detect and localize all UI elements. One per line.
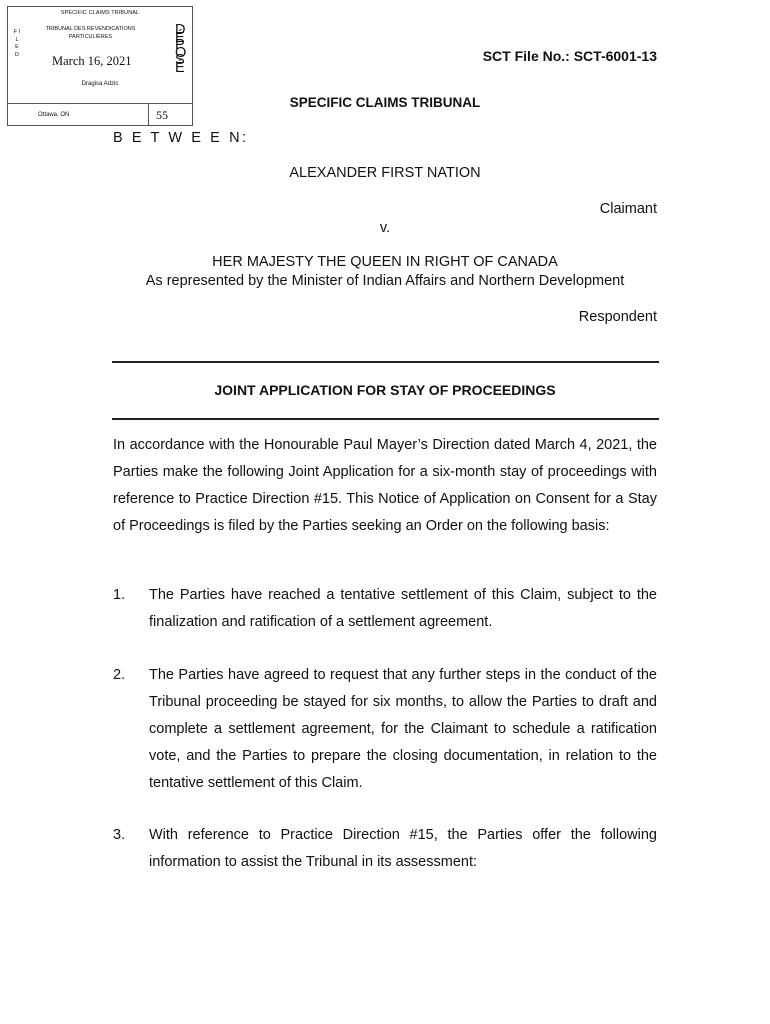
stamp-date: March 16, 2021 [52,54,132,68]
list-item-number: 2. [113,667,126,683]
claimant-role: Claimant [599,201,657,217]
bottom-rule [112,418,659,420]
respondent-name: HER MAJESTY THE QUEEN IN RIGHT OF CANADA [212,254,558,270]
list-item [113,662,657,797]
list-item-text: The Parties have reached a tentative settlement of this Claim, subject to the finalization and ratification of a settlement agreement. [149,587,657,630]
versus-label: v. [379,220,391,236]
stamp-subheader: TRIBUNAL DES REVENDICATIONS PARTICULIÈRES [45,26,136,40]
between-label: B E T W E E N: [113,130,249,146]
respondent-role: Respondent [578,309,657,325]
list-item-number: 3. [113,827,126,843]
list-item-number: 1. [113,587,126,603]
file-number: SCT File No.: SCT-6001-13 [482,48,657,64]
tribunal-title-text: SPECIFIC CLAIMS TRIBUNAL [289,95,481,110]
stamp-depose-label: D É P O S É [175,22,187,76]
stamp-filed-label: F I L E D [13,29,21,58]
list-item [113,582,657,636]
tribunal-title [0,95,770,110]
stamp-number: 55 [156,108,168,122]
list-item-text: The Parties have agreed to request that any further steps in the conduct of the Tribunal proceeding be stayed for six months, to allow the Parties to draft and complete a settlement agreement, for the Claimant to schedule a ratification vote, and the Parties to prepare the closing documentation, in relation to the tentative settlement of this Claim. [149,667,657,791]
stamp-header: SPECIFIC CLAIMS TRIBUNAL [60,10,140,16]
list-item [113,822,657,876]
intro-paragraph: In accordance with the Honourable Paul Mayer’s Direction dated March 4, 2021, the Parties make the following Joint Application for a six-month stay of proceedings with reference to Practice Direction #15. This Notice of Application on Consent for a Stay of Proceedings is filed by the Parties seeking an Order on the following basis: [113,437,657,534]
list-item-text: With reference to Practice Direction #15, the Parties offer the following information to assist the Tribunal in its assessment: [149,827,657,870]
top-rule [112,361,659,363]
stamp-city: Ottawa, ON [38,112,70,118]
respondent-representation: As represented by the Minister of Indian Affairs and Northern Development [145,273,625,289]
stamp-registrar: Dragisa Adzic [81,81,119,87]
application-title: JOINT APPLICATION FOR STAY OF PROCEEDINGS [214,382,556,398]
claimant-name: ALEXANDER FIRST NATION [289,165,481,181]
